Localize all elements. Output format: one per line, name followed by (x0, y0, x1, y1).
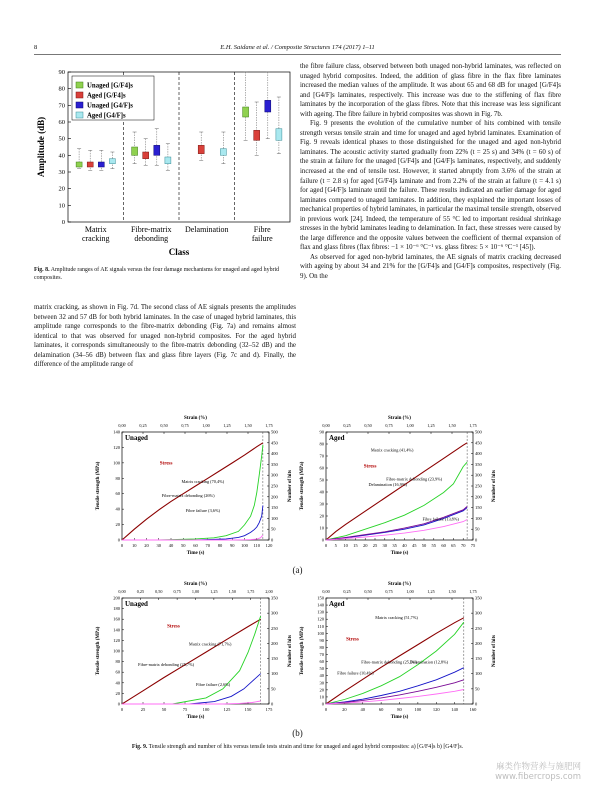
fig9-a-aged-xtick-label: 50 (421, 543, 427, 548)
fig9-b-unaged-strain-tick: 1,50 (228, 589, 236, 594)
fig8-legend-swatch (76, 82, 83, 88)
fig9-a-aged-xtick-label: 65 (451, 543, 456, 548)
fig9-b-unaged-ytick-label: 40 (115, 680, 120, 686)
fig8-box (76, 162, 82, 167)
fig9-b-aged-y2tick-label: 200 (475, 640, 482, 646)
fig9-a-unaged-strain-tick: 1,25 (223, 423, 231, 428)
fig9-a-aged-strain-tick: 0,75 (385, 423, 393, 428)
fig9-b-unaged-y2tick-label: 350 (271, 595, 278, 601)
fig9-a-unaged-y2tick-label: 250 (271, 483, 278, 489)
fig9-b-aged-xtick-label: 40 (360, 707, 365, 712)
fig9-b-aged-ytick-label: 30 (319, 680, 324, 686)
fig8-category-label: Matrix cracking (81, 225, 110, 243)
fig9-b-aged-xtick-label: 80 (397, 707, 402, 712)
fig9-a-aged-y2tick-label: 150 (475, 505, 482, 511)
fig9-b-aged-y2tick-label: 100 (475, 671, 482, 677)
fig8-box (243, 107, 249, 117)
fig9-a-aged-series-label: Matrix cracking (41,4%) (370, 447, 414, 453)
fig9-a-unaged-strain-tick: 0,50 (160, 423, 168, 428)
fig9-b-unaged-y2tick-label: 0 (271, 701, 274, 707)
fig9-b-unaged-xtick-label: 75 (182, 707, 188, 712)
fig9-b-aged-xtick-label: 160 (469, 707, 477, 712)
fig9-b-aged-strain-tick: 1,50 (448, 589, 456, 594)
watermark-line2: www.fibercrops.com (495, 772, 581, 782)
fig8-box (109, 159, 115, 164)
fig9-b-aged-strain-tick: 1,25 (427, 589, 435, 594)
fig9-b-aged-xtick-label: 0 (324, 707, 328, 712)
fig9-a-unaged-strain-tick: 1,00 (202, 423, 210, 428)
fig9-a-unaged-xtick-label: 120 (265, 543, 273, 548)
fig9-a-unaged-y2tick-label: 450 (271, 440, 278, 446)
fig8-box (198, 145, 204, 153)
fig9-a-aged-strain-tick: 0,25 (343, 423, 351, 428)
fig9-a-unaged-ytick-label: 120 (113, 444, 120, 450)
fig8-box (154, 145, 160, 155)
fig9-a-aged-y2tick-label: 250 (475, 483, 482, 489)
right-paragraph: the fibre failure class, observed between both unaged non-hybrid laminates, was reflected on unaged hybrid composites. Indeed, the addition of glass fibre in the flax fibre laminates increased the median values of the amplitude. It was about 65 and 68 dB for unaged [G/F4]s and [G4/F]s laminates, respectively. This increase was due to the stiffening of flax fibre laminates by the incorporation of the glass fibres. Note that this increase was less significant with ageing. The fibre failure in hybrid composites was shown in Fig. 7b. (300, 63, 561, 118)
fig9-a-aged-ytick-label: 70 (319, 453, 324, 459)
fig8-box (132, 147, 138, 155)
fig9-a-aged-y2tick-label: 100 (475, 515, 482, 521)
fig9-a-aged-xtick-label: 75 (470, 543, 476, 548)
fig9-b-unaged-ytick-label: 100 (113, 648, 120, 654)
fig9-a-unaged-strain-tick: 0,75 (181, 423, 189, 428)
fig8-legend-swatch (76, 92, 83, 98)
fig8-legend-label: Aged [G4/F]s (87, 112, 126, 120)
fig9-b-aged-y2label: Number of hits (492, 634, 497, 668)
fig9-b-aged-y2tick-label: 0 (475, 701, 478, 707)
fig8-ytick-label: 0 (61, 219, 65, 226)
fig9-a-unaged-xtick-label: 40 (168, 543, 174, 548)
fig9-a-aged-y2tick-label: 300 (475, 472, 482, 478)
fig9-a-unaged-ytick-label: 60 (115, 491, 120, 497)
fig9-b-aged-series-label: Matrix cracking (51,7%) (375, 615, 418, 621)
fig9-b-unaged-ytick-label: 200 (113, 595, 120, 601)
fig9-a-unaged-xtick-label: 20 (144, 543, 149, 548)
fig9-a-aged-xtick-label: 35 (392, 543, 397, 548)
fig9-a-aged-strain-tick: 1,25 (427, 423, 435, 428)
fig9-a-aged-series-label: Stress (363, 464, 377, 470)
fig9-b-aged-series-label: Delamination (12,8%) (409, 659, 449, 665)
fig9-a-aged-series-label: Fibre-matrix debonding (23,9%) (386, 476, 443, 482)
fig9-b-aged-series-label: Fibre failure (10,4%) (337, 670, 374, 676)
fig9-a-unaged-strain-tick: 0,25 (139, 423, 147, 428)
fig9-b-aged-xtick-label: 120 (432, 707, 440, 712)
fig9-b-aged-ytick-label: 20 (319, 687, 324, 693)
fig8-ytick-label: 70 (58, 102, 65, 110)
fig9-b-unaged-strain-tick: 0,00 (118, 589, 126, 594)
fig8-caption-label: Fig. 8. (34, 267, 50, 273)
fig9-a-aged-strain-label: Strain (%) (388, 416, 411, 421)
fig9-b-unaged-xlabel: Time (s) (186, 715, 205, 720)
fig9-b-aged-strain-tick: 0,25 (343, 589, 351, 594)
fig9-a-aged-strain-tick: 1,75 (469, 423, 477, 428)
watermark (495, 762, 581, 782)
fig8-box (254, 130, 260, 140)
fig9-a-aged-xtick-label: 15 (353, 543, 358, 548)
fig9-b-aged-ytick-label: 80 (319, 644, 324, 650)
fig9-a-unaged-xtick-label: 110 (253, 543, 261, 548)
fig9-b-unaged-ytick-label: 140 (113, 627, 120, 633)
fig8-category-label: Delamination (184, 225, 229, 234)
fig9-b-aged-y2tick-label: 300 (475, 610, 482, 616)
fig9-a-unaged-series-label: Fibre-matrix debonding (26%) (161, 492, 215, 498)
fig9-b-aged-ytick-label: 90 (319, 637, 324, 643)
fig9-b-aged-panel (296, 580, 499, 726)
fig9-a-unaged-y2tick-label: 500 (271, 429, 278, 435)
fig9-b-unaged-panel (92, 580, 295, 726)
fig8-ytick-label: 60 (58, 119, 65, 126)
fig9-b-unaged-ytick-label: 60 (115, 669, 120, 675)
fig9-a-unaged-y2tick-label: 300 (271, 472, 278, 478)
fig9-b-unaged-frame (122, 598, 269, 704)
fig9-b-unaged-strain-tick: 1,75 (246, 589, 255, 594)
fig9-b-unaged-ytick-label: 0 (117, 701, 120, 707)
fig9-b-aged-title: Aged (329, 600, 345, 608)
fig8-legend-swatch (76, 112, 83, 118)
fig9-a-aged-xtick-label: 40 (402, 543, 407, 548)
fig9-b-aged-series-label: Stress (346, 637, 359, 643)
fig9-a-aged-ytick-label: 90 (319, 429, 324, 435)
fig9-b-unaged-ytick-label: 180 (113, 606, 120, 612)
fig8-legend-label: Unaged [G/F4]s (87, 82, 133, 90)
fig9-a-unaged-xtick-label: 100 (241, 543, 248, 548)
fig9-a-unaged-xtick-label: 90 (230, 543, 235, 548)
fig9-a-aged-xtick-label: 0 (324, 543, 328, 548)
fig9-b-aged-strain-tick: 1,75 (469, 589, 477, 594)
fig9-b-unaged-strain-label: Strain (%) (184, 582, 207, 587)
fig9-b-unaged-y2tick-label: 150 (271, 656, 278, 662)
fig9-a-unaged-y2tick-label: 50 (271, 526, 276, 532)
fig9-b-unaged-series-label: Matrix cracking (71,7%) (188, 641, 232, 647)
fig9-label-a: (a) (292, 565, 303, 575)
fig9-a-unaged-xtick-label: 70 (205, 543, 210, 548)
fig9-b-unaged-ytick-label: 120 (113, 637, 120, 643)
fig9-a-unaged-series-label: Fibre failure (3,6%) (185, 507, 220, 513)
fig9-a-aged-xtick-label: 25 (372, 543, 378, 548)
fig9-b-unaged-xtick-label: 125 (223, 707, 231, 712)
fig8-box (98, 162, 104, 167)
fig9-a-aged-xtick-label: 20 (362, 543, 368, 548)
fig9-a-aged-y2label: Number of hits (492, 469, 497, 503)
fig9-a-aged-xtick-label: 30 (382, 543, 388, 548)
fig9-a-unaged-ytick-label: 40 (115, 506, 120, 512)
watermark-line1: 麻类作物营养与施肥网 (495, 762, 581, 772)
fig9-a-aged-series-label: Delamination (16,9%) (368, 482, 407, 487)
fig9-b-unaged-series-label: Stress (167, 624, 180, 630)
right-paragraph: As observed for aged non-hybrid laminates, the AE signals of matrix cracking decreased with ageing by about 34 and 21% for the [G/F4]s and [G4/F]s composites, respectively (Fig. 9). On the (300, 253, 561, 281)
fig8-category-label: Fibre failure (251, 225, 273, 243)
fig8-ytick-label: 30 (58, 169, 65, 176)
fig8-ylabel: Amplitude (dB) (36, 116, 46, 178)
fig9-a-unaged-strain-tick: 1,50 (244, 423, 252, 428)
fig9-a-aged-xtick-label: 5 (334, 543, 337, 548)
fig9-a-aged-strain-tick: 1,00 (406, 423, 414, 428)
fig9-b-unaged-series-label: Fibre failure (2,6%) (196, 681, 231, 687)
fig9-b-aged-strain-tick: 1,00 (406, 589, 414, 594)
fig9-a-unaged-y2tick-label: 350 (271, 461, 278, 467)
fig8-ytick-label: 10 (58, 202, 65, 210)
fig9-b-unaged-strain-tick: 0,75 (173, 589, 181, 594)
fig9-b-aged-xtick-label: 20 (342, 707, 347, 712)
fig9-caption-label: Fig. 9. (131, 744, 148, 750)
fig9-b-unaged-strain-tick: 0,25 (136, 589, 145, 594)
fig9-a-aged-xtick-label: 10 (343, 543, 348, 548)
fig9-b-unaged-title: Unaged (125, 600, 148, 608)
fig9-b-aged-y2tick-label: 350 (475, 595, 482, 601)
fig8-caption (34, 267, 296, 282)
fig9-a-aged-xtick-label: 60 (441, 543, 446, 548)
header-rule (34, 54, 561, 55)
fig9-a-aged-ytick-label: 30 (319, 501, 324, 507)
fig9-b-unaged-strain-tick: 1,25 (210, 589, 218, 594)
fig9-b-unaged-y2tick-label: 100 (271, 671, 278, 677)
fig9-b-aged-ylabel: Tensile strength (MPa) (300, 626, 305, 676)
fig9-b-aged-strain-tick: 0,50 (364, 589, 372, 594)
fig8-box (276, 129, 282, 141)
fig9-a-unaged-xtick-label: 10 (132, 543, 137, 548)
fig9-b-unaged-strain-tick: 1,00 (191, 589, 200, 594)
fig9-b-unaged-y2tick-label: 250 (271, 625, 278, 631)
fig9-a-unaged-y2tick-label: 0 (271, 537, 274, 543)
fig9-a-unaged-strain-label: Strain (%) (184, 416, 207, 421)
fig8-legend-label: Unaged [G4/F]s (87, 102, 133, 110)
fig9-a-aged-strain-tick: 0,00 (322, 423, 330, 428)
fig9-a-unaged-y2tick-label: 200 (271, 494, 278, 500)
fig9-caption-text: Tensile strength and number of hits versus tensile tests strain and time for unaged and aged hybrid composites: a) [G/F4]s b) [G4/F]s. (147, 744, 464, 750)
fig9-a-unaged-xtick-label: 50 (181, 543, 186, 548)
fig9-a-aged-y2tick-label: 350 (475, 461, 482, 467)
fig9-b-aged-ytick-label: 10 (319, 694, 324, 700)
fig9-b-aged-ytick-label: 100 (317, 630, 324, 636)
fig9-b-aged-y2tick-label: 250 (475, 625, 482, 631)
fig9-a-unaged-xtick-label: 60 (193, 543, 198, 548)
fig9-b-aged-ytick-label: 150 (317, 595, 324, 601)
fig9-b-unaged-ytick-label: 20 (115, 690, 120, 696)
fig9-a-aged-y2tick-label: 200 (475, 494, 482, 500)
fig9-b-aged-xlabel: Time (s) (390, 715, 409, 720)
page-number: 8 (34, 44, 38, 51)
fig9-b-aged-ytick-label: 140 (317, 602, 324, 608)
fig9-b-unaged-y2tick-label: 200 (271, 640, 278, 646)
fig9-b-aged-ytick-label: 120 (317, 616, 324, 622)
fig9-b-unaged-xtick-label: 25 (140, 707, 146, 712)
fig9-a-aged-ytick-label: 20 (319, 513, 324, 519)
fig8-box (165, 157, 171, 164)
fig9-label-b: (b) (292, 728, 303, 738)
fig9-b-unaged-y2label: Number of hits (288, 634, 293, 668)
fig8-ytick-label: 50 (58, 135, 65, 143)
fig9-a-aged-ytick-label: 60 (319, 465, 324, 471)
fig8-ytick-label: 20 (58, 185, 65, 193)
fig9-a-aged-y2tick-label: 450 (475, 440, 482, 446)
fig9-b-unaged-xtick-label: 50 (161, 707, 167, 712)
fig9-b-aged-xtick-label: 140 (451, 707, 458, 712)
fig9-b-unaged-xtick-label: 100 (202, 707, 210, 712)
fig9-a-unaged-xtick-label: 80 (217, 543, 223, 548)
fig9-b-aged-strain-tick: 0,00 (322, 589, 330, 594)
fig9-b-aged-ytick-label: 110 (317, 623, 324, 629)
fig9-a-unaged-ytick-label: 20 (115, 522, 120, 528)
fig9-b-aged-xtick-label: 60 (378, 707, 384, 712)
fig9-a-unaged-ytick-label: 140 (113, 429, 120, 435)
fig9-a-aged-strain-tick: 1,50 (448, 423, 456, 428)
fig9-a-aged-ytick-label: 50 (319, 477, 324, 483)
fig9-b-aged-xtick-label: 100 (414, 707, 422, 712)
fig9-b-unaged-xtick-label: 0 (120, 707, 124, 712)
fig9-a-aged-y2tick-label: 0 (475, 537, 478, 543)
fig9-a-unaged-ytick-label: 0 (117, 537, 120, 543)
fig9-a-aged-xtick-label: 70 (460, 543, 466, 548)
fig9-b-unaged-strain-tick: 2,00 (265, 589, 273, 594)
fig9-a-unaged-panel (92, 414, 295, 562)
fig9-a-unaged-xtick-label: 0 (120, 543, 124, 548)
fig9-b-unaged-ylabel: Tensile strength (MPa) (96, 626, 101, 676)
fig8-legend-label: Aged [G/F4]s (87, 92, 126, 100)
fig9-b-aged-ytick-label: 60 (319, 659, 324, 665)
fig9-a-aged-ytick-label: 80 (319, 441, 324, 447)
fig9-b-aged-ytick-label: 0 (321, 701, 324, 707)
fig9-a-unaged-ytick-label: 80 (115, 475, 120, 481)
fig9-b-aged-y2tick-label: 150 (475, 656, 482, 662)
body-right-column (300, 62, 561, 282)
fig9-a-unaged-y2label: Number of hits (288, 469, 293, 503)
fig9-b-aged-ytick-label: 70 (319, 652, 324, 658)
fig9-b-aged-ytick-label: 130 (317, 609, 324, 615)
fig9-b-unaged-xtick-label: 175 (265, 707, 273, 712)
fig9-a-unaged-xtick-label: 30 (156, 543, 161, 548)
fig9-a-aged-ytick-label: 10 (319, 525, 324, 531)
fig9-a-unaged-ytick-label: 100 (113, 460, 120, 466)
fig9-a-aged-ylabel: Tensile strength (MPa) (300, 461, 305, 511)
fig9-b-unaged-y2tick-label: 50 (271, 686, 276, 692)
fig9-b-aged-ytick-label: 40 (319, 673, 324, 679)
body-left-column (34, 303, 296, 370)
fig9-a-aged-y2tick-label: 400 (475, 451, 482, 457)
running-title: E.H. Saidane et al. / Composite Structures 174 (2017) 1–11 (220, 44, 375, 51)
fig9-a-unaged-strain-tick: 0,00 (118, 423, 126, 428)
fig9-a-unaged-strain-tick: 1,75 (265, 423, 273, 428)
fig8-ytick-label: 90 (58, 69, 65, 76)
fig9-a-unaged-series-label: Stress (159, 461, 173, 467)
fig9-b-unaged-strain-tick: 0,50 (155, 589, 163, 594)
fig9-a-aged-ytick-label: 0 (321, 537, 324, 543)
fig8-box (87, 162, 93, 167)
fig8-boxplot (34, 62, 296, 262)
fig9-a-unaged-y2tick-label: 150 (271, 505, 278, 511)
fig9-a-unaged-title: Unaged (125, 434, 148, 442)
fig9-a-aged-xtick-label: 45 (411, 543, 417, 548)
fig8-box (143, 152, 149, 159)
fig9-b-aged-series-label: Fibre-matrix debonding (25,1%) (361, 659, 418, 665)
fig9-a-aged-y2tick-label: 50 (475, 526, 480, 532)
fig9-b-aged-y2tick-label: 50 (475, 686, 480, 692)
fig9-b-unaged-ytick-label: 160 (113, 616, 120, 622)
fig8-legend-swatch (76, 102, 83, 108)
fig9-a-aged-xlabel: Time (s) (390, 551, 409, 556)
fig9-b-unaged-series-label: Fibre-matrix debonding (25,7%) (138, 661, 195, 667)
fig8-box (265, 100, 271, 112)
left-paragraph: matrix cracking, as shown in Fig. 7d. The second class of AE signals presents the amplitudes between 32 and 57 dB for both hybrid laminates. In the case of unaged hybrid laminates, this amplitude range corresponds to the fibre-matrix debonding (Fig. 7a) and remains almost identical to that was observed for unaged non-hybrid composites. For the aged hybrid laminates, it corresponds simultaneously to the fibre-matrix debonding (32–52 dB) and the delamination (34–56 dB) between flax and glass fibre layers (Fig. 7c and d). Finally, the difference of the amplitude range of (34, 304, 296, 369)
fig9-b-aged-frame (326, 598, 473, 704)
fig9-a-unaged-ylabel: Tensile strength (MPa) (96, 461, 101, 511)
right-paragraph: Fig. 9 presents the evolution of the cumulative number of hits combined with tensile strength versus tensile strain and time for unaged and aged hybrid laminates. Examination of Fig. 9 reveals identical phases to those distinguished for the unaged and aged non-hybrid laminates. The acoustic activity started gradually from 22% (t = 25 s) and 34% (t = 60 s) of the strain at failure for the unaged [G/F4]s and [G4/F]s laminates, respectively, and suddenly increased at the end of tensile test. However, it started abruptly from 3.6% of the strain at failure (t = 2.8 s) for aged [G/F4]s laminate and from 2.2% of the strain at failure (t = 4.1 s) for aged [G4/F]s laminate until the failure. These results indicated an earlier damage for aged laminates compared to unaged laminates. In addition, they explained the important losses of mechanical properties of hybrid laminates, in particular the maximal tensile strength, observed in previous work [24]. Indeed, the temperature of 55 °C led to important residual shrinkage stresses in the hybrid laminates leading to delamination. In fact, these stresses were caused by the large difference and the opposite values between the coefficient of thermal expansion of flax and glass fibres (flax fibres: −1 × 10⁻⁶ °C⁻¹ vs. glass fibres: 5 × 10⁻⁶ °C⁻¹ [45]). (300, 120, 561, 252)
fig8-category-label: Fibre-matrix debonding (131, 225, 172, 243)
fig9-a-aged-ytick-label: 40 (319, 489, 324, 495)
fig9-a-aged-strain-tick: 0,50 (364, 423, 372, 428)
fig9-a-unaged-xlabel: Time (s) (186, 551, 205, 556)
fig8-xlabel: Class (168, 247, 190, 257)
fig8-box (220, 149, 226, 156)
fig8-ytick-label: 80 (58, 85, 65, 93)
fig9-b-aged-ytick-label: 50 (319, 666, 324, 672)
fig9-a-aged-panel (296, 414, 499, 562)
fig9-b-unaged-y2tick-label: 300 (271, 610, 278, 616)
fig9-a-unaged-series-label: Matrix cracking (70,4%) (181, 478, 225, 484)
fig9-b-aged-strain-tick: 0,75 (385, 589, 393, 594)
fig9-a-aged-series-label: Fibre failure (13,8%) (422, 516, 459, 522)
fig9-caption (34, 744, 561, 752)
fig8-caption-text: Amplitude ranges of AE signals versus the four damage mechanisms for unaged and aged hybrid composites. (34, 267, 280, 281)
fig9-b-unaged-xtick-label: 150 (244, 707, 252, 712)
fig9-a-unaged-y2tick-label: 100 (271, 515, 278, 521)
fig9-a-aged-xtick-label: 55 (431, 543, 437, 548)
fig9-a-unaged-y2tick-label: 400 (271, 451, 278, 457)
fig9-b-unaged-ytick-label: 80 (115, 659, 120, 665)
fig9-a-aged-title: Aged (329, 434, 345, 442)
fig9-a-aged-y2tick-label: 500 (475, 429, 482, 435)
fig9-b-aged-strain-label: Strain (%) (388, 582, 411, 587)
fig8-ytick-label: 40 (58, 152, 65, 160)
